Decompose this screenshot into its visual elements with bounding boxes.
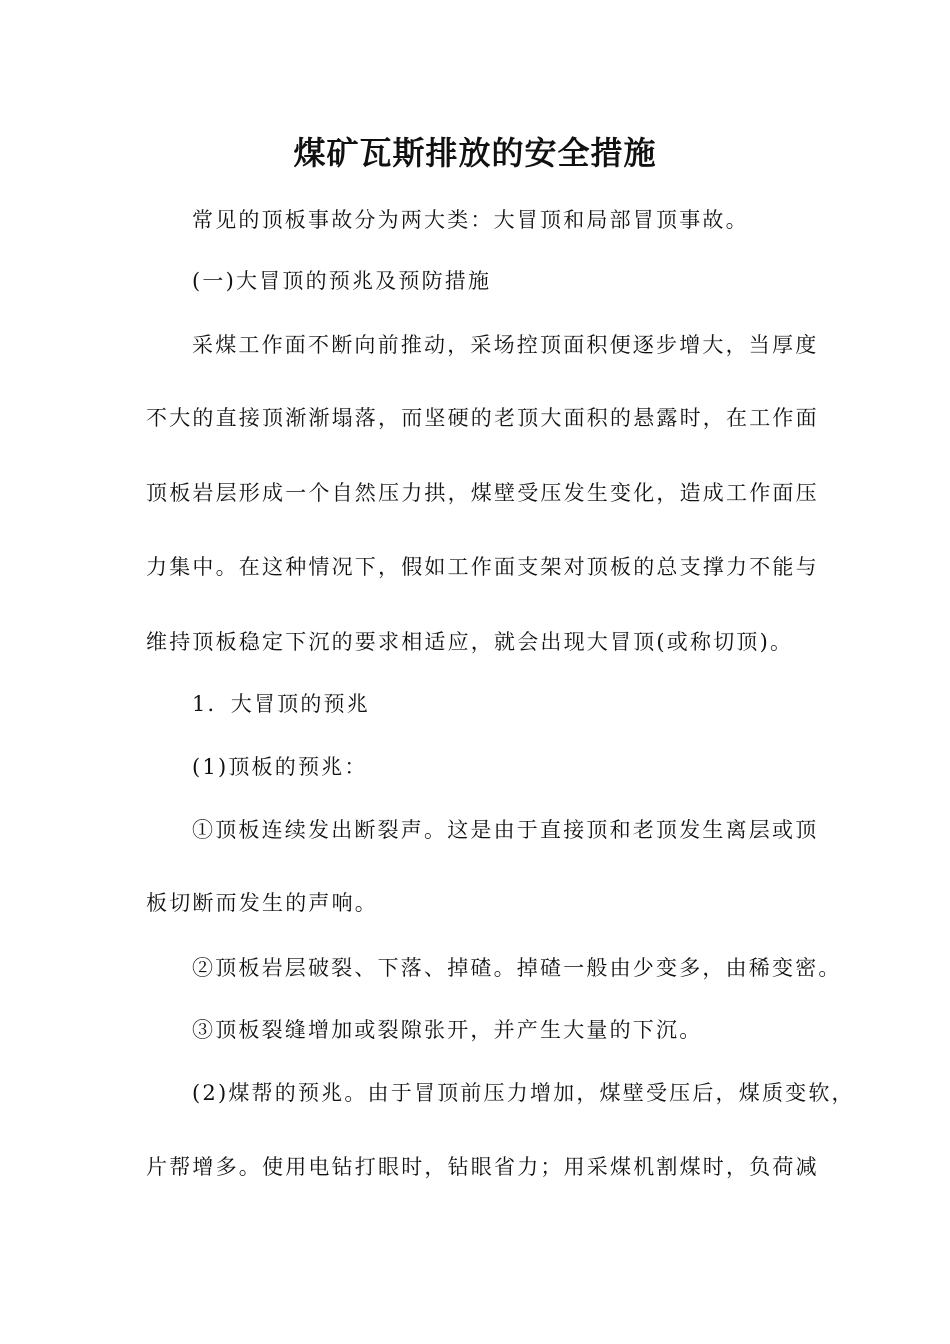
paragraph-line: (2)煤帮的预兆。由于冒顶前压力增加，煤壁受压后，煤质变软， [192,1081,855,1105]
section-heading: 1．大冒顶的预兆 [192,692,370,716]
paragraph-line: 常见的顶板事故分为两大类：大冒顶和局部冒顶事故。 [192,208,749,232]
paragraph-line: 力集中。在这种情况下，假如工作面支架对顶板的总支撑力不能与 [146,555,819,579]
list-item: ①顶板连续发出断裂声。这是由于直接顶和老顶发生离层或顶 [192,818,819,842]
paragraph-line: 片帮增多。使用电钻打眼时，钻眼省力；用采煤机割煤时，负荷减 [146,1155,819,1179]
sub-heading: (1)顶板的预兆： [192,755,368,779]
list-item-continuation: 板切断而发生的声响。 [146,891,378,915]
paragraph-line: 顶板岩层形成一个自然压力拱，煤壁受压发生变化，造成工作面压 [146,481,819,505]
paragraph-line: 维持顶板稳定下沉的要求相适应，就会出现大冒顶(或称切顶)。 [146,630,794,654]
paragraph-line: 不大的直接顶渐渐塌落，而坚硬的老顶大面积的悬露时，在工作面 [146,406,819,430]
list-item: ②顶板岩层破裂、下落、掉碴。掉碴一般由少变多，由稀变密。 [192,956,842,980]
section-heading: (一)大冒顶的预兆及预防措施 [192,269,492,293]
paragraph-line: 采煤工作面不断向前推动，采场控顶面积便逐步增大，当厚度 [192,333,819,357]
list-item: ③顶板裂缝增加或裂隙张开，并产生大量的下沉。 [192,1018,703,1042]
document-title: 煤矿瓦斯排放的安全措施 [293,134,657,172]
